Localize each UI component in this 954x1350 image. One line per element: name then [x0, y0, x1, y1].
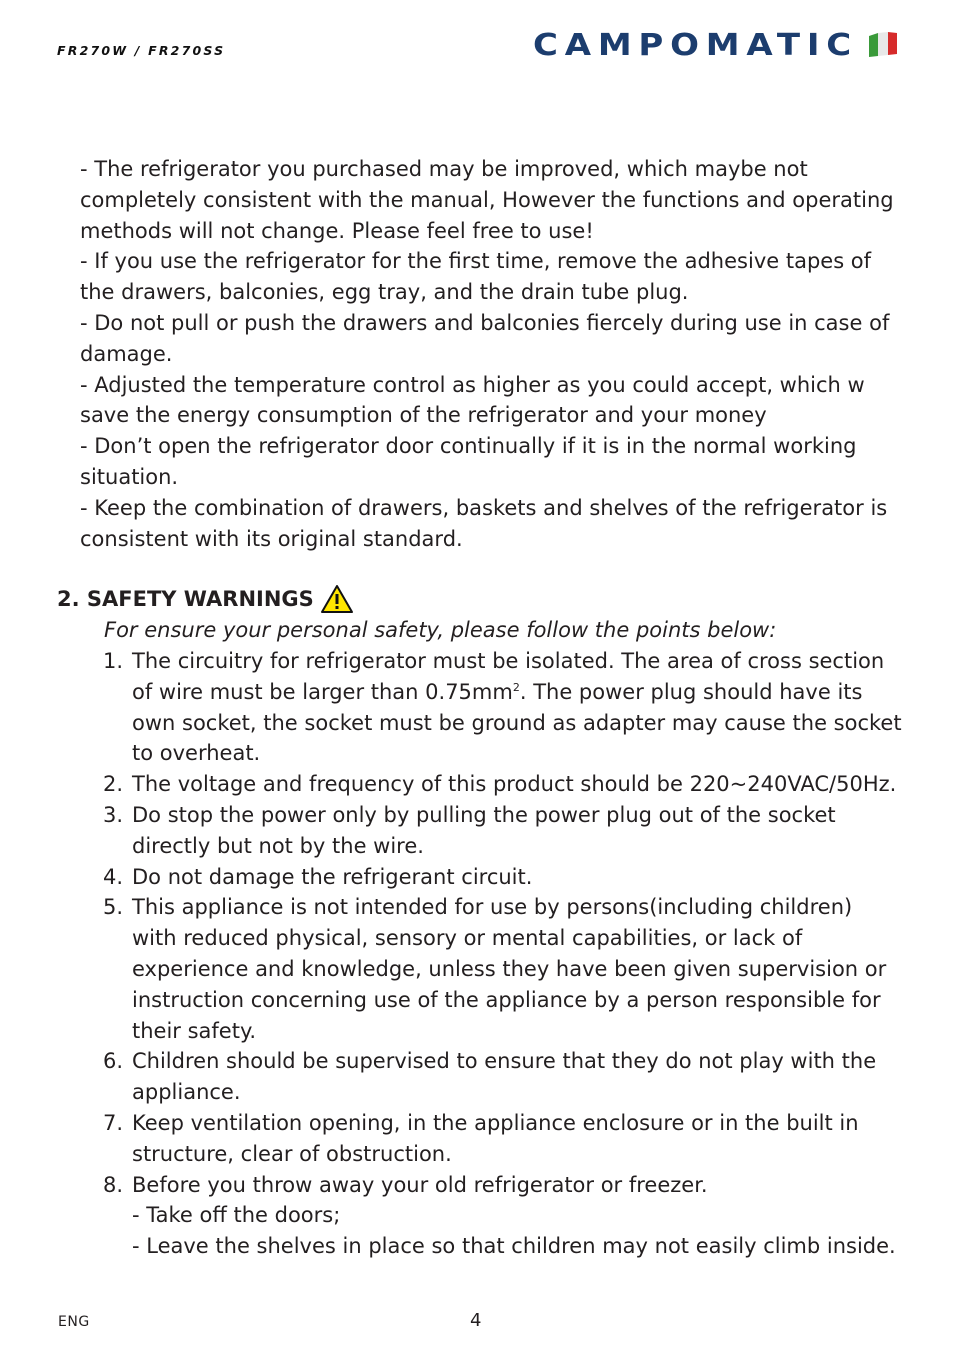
item-number: 1.	[103, 649, 124, 673]
item-number: 7.	[103, 1110, 124, 1135]
note-paragraph: - Keep the combination of drawers, baskets and shelves of the refrigerator is consistent with its original standard.	[80, 495, 888, 551]
warning-triangle-icon	[320, 584, 354, 614]
item-text: This appliance is not intended for use by persons(including children) with reduced physical, sensory or mental capabilities, or lack of experience and knowledge, unless they have been given supervision or instruction concerning use of the appliance by a person responsible for their safety.	[132, 895, 887, 1043]
list-item	[103, 1170, 903, 1262]
list-item	[103, 1108, 903, 1170]
item-text: Before you throw away your old refrigerator or freezer.	[132, 1172, 708, 1197]
footer-language: ENG	[58, 1314, 90, 1330]
list-item	[103, 862, 903, 893]
note-paragraph: - Do not pull or push the drawers and balconies fiercely during use in case of damage.	[80, 310, 890, 366]
item-text: The circuitry for refrigerator must be isolated. The area of cross section of wire must be larger than 0.75mm	[132, 649, 885, 704]
campomatic-logo	[533, 30, 899, 60]
safety-list	[103, 646, 903, 1262]
item-number: 5.	[103, 895, 124, 920]
item-text: The voltage and frequency of this product should be 220~240VAC/50Hz.	[132, 772, 897, 797]
svg-text:CAMPOMATIC: CAMPOMATIC	[533, 30, 858, 60]
item-text: . The power plug should have its own socket, the socket must be ground as adapter may cause the socket to overheat.	[132, 679, 902, 766]
page-number: 4	[470, 1310, 482, 1331]
note-paragraph: - Adjusted the temperature control as higher as you could accept, which w save the energy consumption of the refrigerator and your money	[80, 372, 865, 428]
superscript: 2	[512, 680, 520, 694]
item-number: 4.	[103, 864, 124, 889]
sub-item: - Take off the doors;	[132, 1203, 341, 1228]
section-intro: For ensure your personal safety, please follow the points below:	[104, 618, 777, 642]
model-number: FR270W / FR270SS	[57, 43, 226, 58]
list-item	[103, 800, 903, 862]
italian-flag-icon	[869, 32, 897, 57]
list-item	[103, 892, 903, 1046]
item-text: Do stop the power only by pulling the power plug out of the socket directly but not by the wire.	[132, 802, 836, 858]
item-text: Keep ventilation opening, in the appliance enclosure or in the built in structure, clear of obstruction.	[132, 1110, 859, 1166]
item-number: 6.	[103, 1049, 124, 1074]
note-paragraph: - If you use the refrigerator for the first time, remove the adhesive tapes of the drawers, balconies, egg tray, and the drain tube plug.	[80, 249, 872, 305]
sub-item: - Leave the shelves in place so that children may not easily climb inside.	[132, 1234, 896, 1259]
note-paragraph: - The refrigerator you purchased may be improved, which maybe not completely consistent with the manual, However the functions and operating methods will not change. Please feel free to use!	[80, 157, 894, 243]
item-text: Children should be supervised to ensure that they do not play with the appliance.	[132, 1049, 877, 1105]
note-paragraph: - Don’t open the refrigerator door continually if it is in the normal working situation.	[80, 434, 857, 489]
section-heading	[57, 584, 354, 615]
list-item	[103, 646, 903, 769]
item-number: 8.	[103, 1172, 124, 1197]
list-item	[103, 1046, 903, 1108]
item-number: 3.	[103, 802, 124, 827]
item-text: Do not damage the refrigerant circuit.	[132, 864, 533, 889]
list-item	[103, 769, 903, 800]
intro-notes	[80, 154, 900, 554]
item-number: 2.	[103, 772, 124, 797]
section-title: 2. SAFETY WARNINGS	[57, 587, 314, 611]
